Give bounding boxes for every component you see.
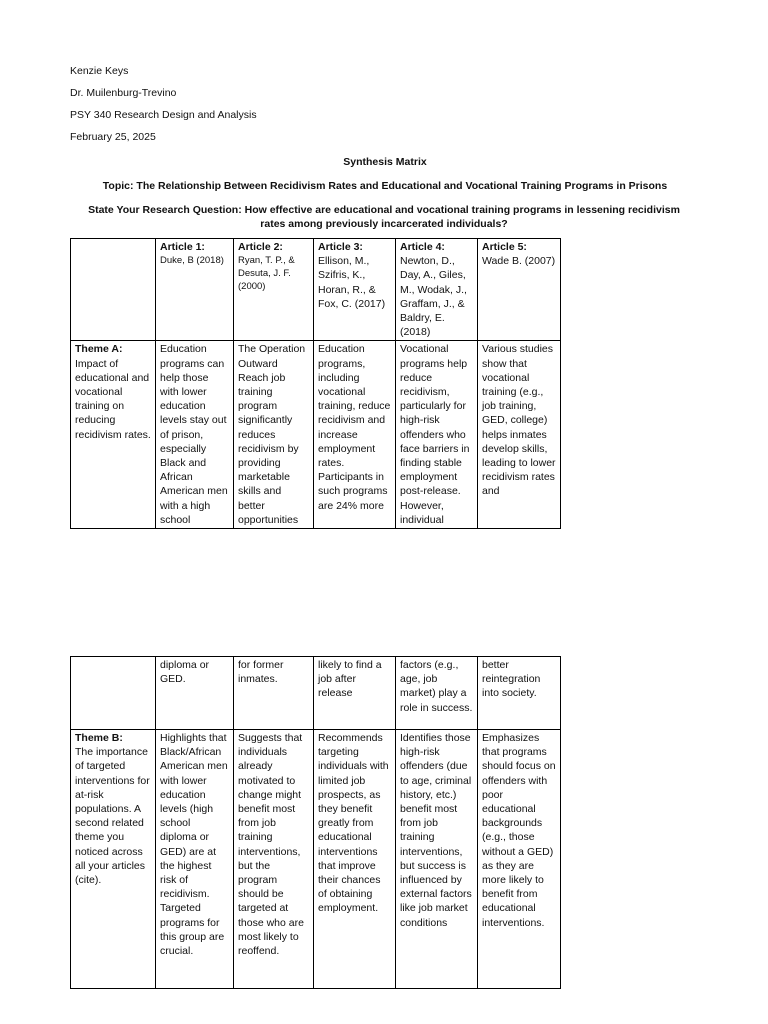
theme-b-article-1-cell: Highlights that Black/African American men with lower education levels (high school diploma or GED) are at the highest risk of recidivism. Targeted programs for this group are crucial. <box>156 730 234 989</box>
theme-b-label-cell <box>71 730 156 989</box>
article-4-authors: Newton, D., Day, A., Giles, M., Wodak, J., Graffam, J., & Baldry, E. (2018) <box>400 255 467 339</box>
theme-b-article-3-cell: Recommends targeting individuals with limited job prospects, as they benefit greatly from educational interventions that improve their chances of obtaining employment. <box>314 730 396 989</box>
article-1-header <box>156 239 234 341</box>
article-5-label: Article 5: <box>482 241 527 253</box>
topic-line: Topic: The Relationship Between Recidivism Rates and Educational and Vocational Training Programs in Prisons <box>102 180 668 192</box>
empty-corner-cell <box>71 239 156 341</box>
theme-a-continued-article-2: for former inmates. <box>234 657 314 730</box>
article-4-label: Article 4: <box>400 241 445 253</box>
author-name: Kenzie Keys <box>70 65 129 77</box>
theme-b-description: The importance of targeted interventions for at-risk populations. A second related theme you noticed across all your articles (cite). <box>75 746 150 887</box>
research-question: State Your Research Question: How effective are educational and vocational training programs in lessening recidivism rates among previously incarcerated individuals? <box>88 204 680 230</box>
theme-a-continued-article-4: factors (e.g., age, job market) play a role in success. <box>396 657 478 730</box>
theme-a-article-1-cell: Education programs can help those with lower education levels stay out of prison, especially Black and African American men with a high school <box>156 341 234 529</box>
theme-a-article-2-cell: The Operation Outward Reach job training program significantly reduces recidivism by providing marketable skills and better opportunities <box>234 341 314 529</box>
article-2-label: Article 2: <box>238 241 283 253</box>
theme-a-continued-article-1: diploma or GED. <box>156 657 234 730</box>
articles-header-row <box>71 239 561 341</box>
article-2-header <box>234 239 314 341</box>
theme-a-row <box>71 341 561 529</box>
document-title: Synthesis Matrix <box>343 156 427 168</box>
article-1-authors: Duke, B (2018) <box>160 255 224 267</box>
theme-a-continued-row <box>71 657 561 730</box>
theme-a-article-3-cell: Education programs, including vocational training, reduce recidivism and increase employment rates. Participants in such programs are 24% more <box>314 341 396 529</box>
theme-a-description: Impact of educational and vocational training on reducing recidivism rates. <box>75 357 151 441</box>
article-1-label: Article 1: <box>160 241 205 253</box>
theme-a-continued-article-5: better reintegration into society. <box>478 657 561 730</box>
article-3-authors: Ellison, M., Szifris, K., Horan, R., & Fox, C. (2017) <box>318 255 386 310</box>
synthesis-matrix-part2 <box>70 656 561 989</box>
document-date: February 25, 2025 <box>70 131 156 143</box>
theme-a-article-5-cell: Various studies show that vocational training (e.g., job training, GED, college) helps inmates develop skills, leading to lower recidivism rates and <box>478 341 561 529</box>
instructor-name: Dr. Muilenburg-Trevino <box>70 87 177 99</box>
theme-b-row <box>71 730 561 989</box>
synthesis-matrix-part1 <box>70 238 561 529</box>
article-4-header <box>396 239 478 341</box>
theme-b-name: Theme B: <box>75 732 123 744</box>
article-5-authors: Wade B. (2007) <box>482 255 556 268</box>
article-3-header <box>314 239 396 341</box>
theme-b-article-5-cell: Emphasizes that programs should focus on offenders with poor educational backgrounds (e.g., those without a GED) as they are more likely to benefit from educational interventions. <box>478 730 561 989</box>
theme-b-article-4-cell: Identifies those high-risk offenders (due to age, criminal history, etc.) benefit most from job training interventions, but success is influenced by external factors like job market conditions <box>396 730 478 989</box>
theme-a-label-cell <box>71 341 156 529</box>
course-name: PSY 340 Research Design and Analysis <box>70 109 257 121</box>
theme-a-article-4-cell: Vocational programs help reduce recidivism, particularly for high-risk offenders who face barriers in finding stable employment post-release. However, individual <box>396 341 478 529</box>
article-3-label: Article 3: <box>318 241 363 253</box>
theme-a-continued-article-3: likely to find a job after release <box>314 657 396 730</box>
theme-a-name: Theme A: <box>75 343 123 356</box>
article-5-header <box>478 239 561 341</box>
article-2-authors: Ryan, T. P., & Desuta, J. F. (2000) <box>238 255 295 293</box>
theme-a-continued-label-cell <box>71 657 156 730</box>
theme-b-article-2-cell: Suggests that individuals already motivated to change might benefit most from job training interventions, but the program should be targeted at those who are most likely to reoffend. <box>234 730 314 989</box>
